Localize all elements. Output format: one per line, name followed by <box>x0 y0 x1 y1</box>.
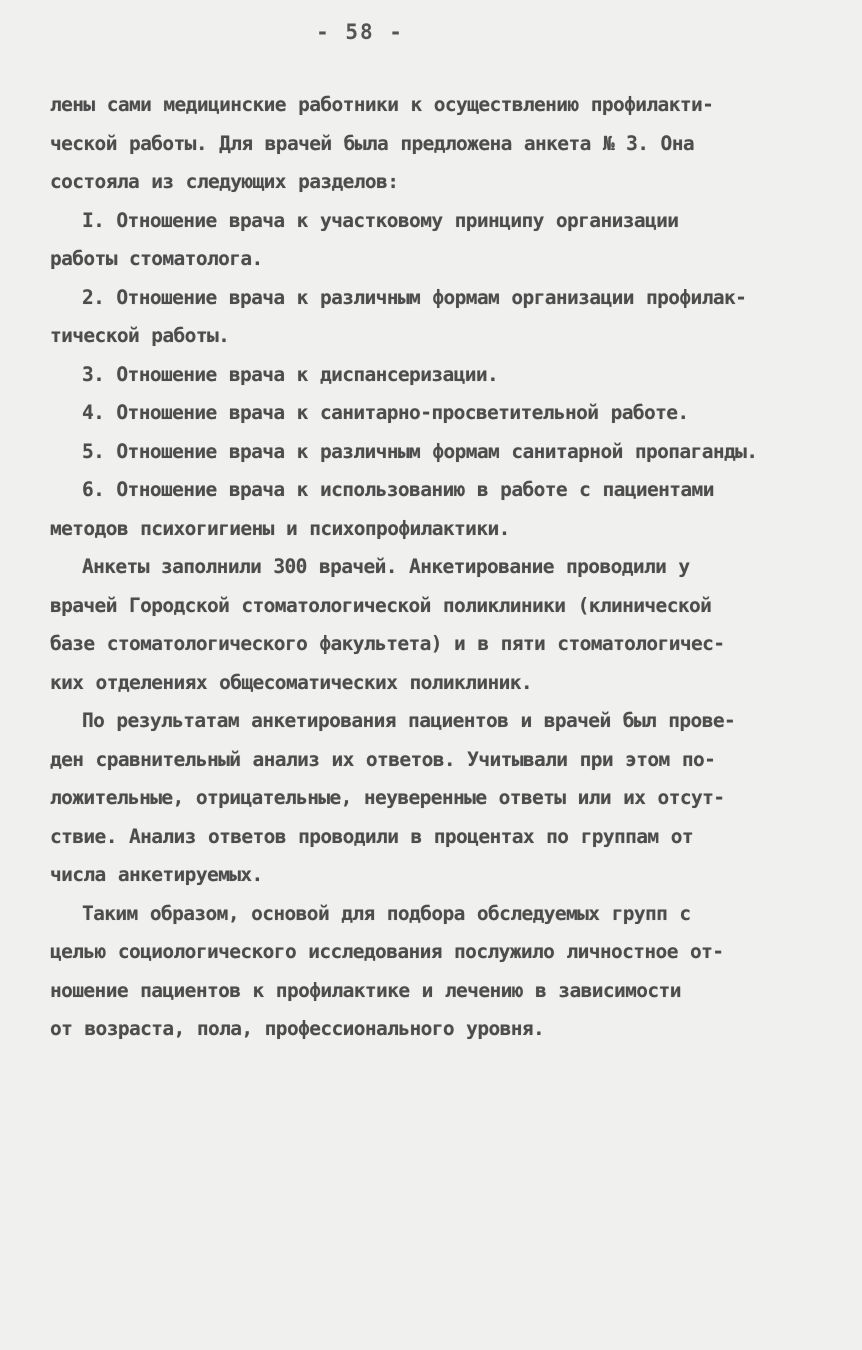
text-line: методов психогигиены и психопрофилактики. <box>50 516 510 540</box>
text-line: врачей Городской стоматологической поликлиники (клинической <box>50 593 712 617</box>
text-line: 5. Отношение врача к различным формам санитарной пропаганды. <box>82 439 758 463</box>
text-line: работы стоматолога. <box>50 247 263 270</box>
text-line: ношение пациентов к профилактике и лечению в зависимости <box>50 978 681 1002</box>
text-line: состояла из следующих разделов: <box>50 170 399 193</box>
text-line: 3. Отношение врача к диспансеризации. <box>82 362 499 386</box>
text-line: По результатам анкетирования пациентов и врачей был прове- <box>82 709 736 732</box>
text-line: базе стоматологического факультета) и в пяти стоматологичес- <box>50 632 725 655</box>
text-line: ложительные, отрицательные, неуверенные ответы или их отсут- <box>50 786 725 809</box>
text-line: тической работы. <box>50 324 230 347</box>
text-line: 2. Отношение врача к различным формам организации профилак- <box>82 285 747 309</box>
text-line: числа анкетируемых. <box>50 863 263 886</box>
text-line: от возраста, пола, профессионального уровня. <box>50 1017 545 1040</box>
text-line: ческой работы. Для врачей была предложена анкета № 3. Она <box>50 131 694 155</box>
body-text <box>50 86 810 1049</box>
text-line: ден сравнительный анализ их ответов. Учитывали при этом по- <box>50 747 716 771</box>
text-line: ких отделениях общесоматических поликлиник. <box>50 670 533 694</box>
text-line: целью социологического исследования послужило личностное от- <box>50 940 724 963</box>
page-number: - 58 - <box>316 20 404 44</box>
text-line: лены сами медицинские работники к осуществлению профилакти- <box>50 93 714 116</box>
text-line: Анкеты заполнили 300 врачей. Анкетирование проводили у <box>82 555 690 578</box>
text-line: 4. Отношение врача к санитарно-просветительной работе. <box>82 401 689 424</box>
text-line: I. Отношение врача к участковому принципу организации <box>82 208 679 232</box>
text-line: Таким образом, основой для подбора обследуемых групп с <box>82 901 691 925</box>
text-line: 6. Отношение врача к использованию в работе с пациентами <box>82 478 714 501</box>
text-line: ствие. Анализ ответов проводили в процентах по группам от <box>50 824 693 848</box>
